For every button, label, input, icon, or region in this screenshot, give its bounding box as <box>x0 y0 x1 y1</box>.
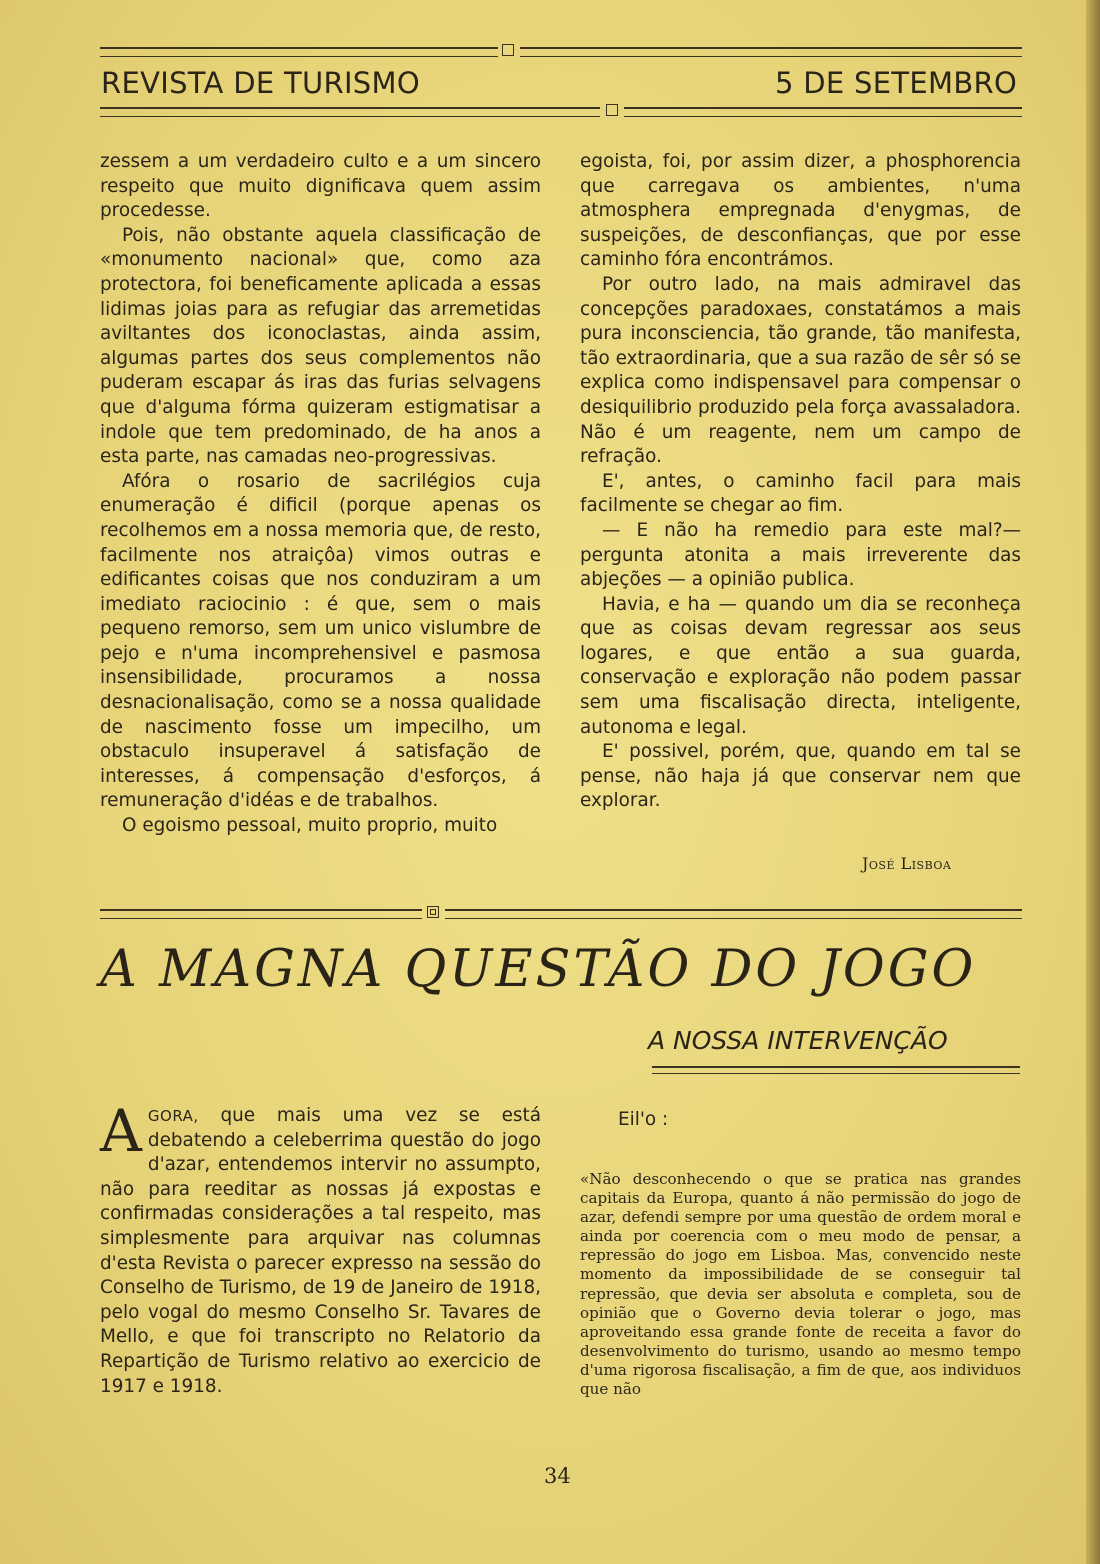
author-signature: José Lisboa <box>862 854 952 873</box>
intro-text: que mais uma vez se está debatendo a celeberrima questão do jogo d'azar, entendemos intervir no assumpto, não para reeditar as nossas já expostas e confirmadas considerações a tal respeito, mas simplesmente para arquivar nas columnas d'esta Revista o parecer expresso na sessão do Conselho de Turismo, de 19 de Janeiro de 1918, pelo vogal do mesmo Conselho Sr. Tavares de Mello, e que foi transcripto no Relatorio da Repartição de Turismo relativo ao exercicio de 1917 e 1918. <box>100 1105 541 1397</box>
article1-left-column <box>100 150 541 839</box>
eilo-label: Eil'o : <box>618 1109 669 1130</box>
header-top-rule <box>100 44 1022 58</box>
paragraph: Afóra o rosario de sacrilégios cuja enumeração é dificil (porque apenas os recolhemos em a nossa memoria que, de resto, facilmente nos atraiçôa) vimos outras e edificantes coisas que nos conduziram a um imediato raciocinio : é que, sem o mais pequeno remorso, sem um unico vislumbre de pejo e n'uma incomprehensivel e pasmosa insensibilidade, procuramos a nossa desnacionalisação, como se a nossa qualidade de nascimento fosse um impecilho, um obstaculo insuperavel á satisfação de interesses, á compensação d'esforços, á remuneração d'idéas e de trabalhos. <box>100 470 541 812</box>
article2-left-column <box>100 1097 541 1399</box>
paragraph: E', antes, o caminho facil para mais facilmente se chegar ao fim. <box>580 470 1021 517</box>
lead-word: GORA, <box>147 1107 199 1125</box>
drop-cap: A <box>100 1097 142 1165</box>
paragraph: O egoismo pessoal, muito proprio, muito <box>122 815 498 837</box>
issue-date: 5 DE SETEMBRO <box>775 66 1018 100</box>
quoted-opinion: «Não desconhecendo o que se pratica nas grandes capitais da Europa, quanto á não permissão do jogo de azar, defendi sempre por uma questão de ordem moral e ainda por coerencia com o meu modo de pensar, a repressão do jogo em Lisboa. Mas, convencido neste momento da impossibilidade de se conseguir tal repressão, que devia ser absoluta e completa, sou de opinião que o Governo devia tolerar o jogo, mas aproveitando essa grande fonte de receita a favor do desenvolvimento do turismo, usando ao mesmo tempo d'uma rigorosa fiscalisação, a fim de que, aos individuos que não <box>580 1170 1021 1399</box>
article2-title: A MAGNA QUESTÃO DO JOGO <box>100 940 977 999</box>
article2-subtitle: A NOSSA INTERVENÇÃO <box>648 1026 948 1055</box>
paragraph: Havia, e ha — quando um dia se reconheça que as coisas devam regressar aos seus logares, e que então a sua guarda, conservação e exploração não podem passar sem uma fiscalisação directa, inteligente, autonoma e legal. <box>580 593 1021 738</box>
magazine-title: REVISTA DE TURISMO <box>101 66 420 100</box>
subtitle-rule <box>652 1066 1020 1074</box>
paragraph: — E não ha remedio para este mal?— pergunta atonita a mais irreverente das abjeções — a opinião publica. <box>580 519 1021 591</box>
page-number: 34 <box>544 1464 571 1488</box>
binding-edge <box>1086 0 1100 1564</box>
paragraph: zessem a um verdadeiro culto e a um sincero respeito que muito dignificava quem assim procedesse. <box>100 151 541 222</box>
header-bottom-rule <box>100 104 1022 118</box>
paragraph: Por outro lado, na mais admiravel das concepções paradoxaes, constatámos a mais pura inconsciencia, tão grande, tão manifesta, tão extraordinaria, que a sua razão de sêr só se explica como indispensavel para compensar o desiquilibrio produzido pela força avassaladora. Não é um reagente, nem um campo de refração. <box>580 273 1021 468</box>
paragraph: egoista, foi, por assim dizer, a phosphorencia que carregava os ambientes, n'uma atmosphera empregnada d'enygmas, de suspeições, de desconfianças, que por esse caminho fóra encontrámos. <box>580 151 1021 271</box>
article1-right-column <box>580 150 1021 814</box>
paragraph: Pois, não obstante aquela classificação de «monumento nacional» que, como aza protectora, foi beneficamente aplicada a essas lidimas joias para as refugiar das arremetidas aviltantes dos iconoclastas, ainda assim, algumas partes dos seus complementos não puderam escapar ás iras das furias selvagens que d'alguma fórma quizeram estigmatisar a indole que tem predominado, de ha anos a esta parte, nas camadas neo-progressivas. <box>100 224 541 468</box>
section-divider <box>100 906 1022 920</box>
paragraph: E' possivel, porém, que, quando em tal se pense, não haja já que conservar nem que explorar. <box>580 741 1021 812</box>
